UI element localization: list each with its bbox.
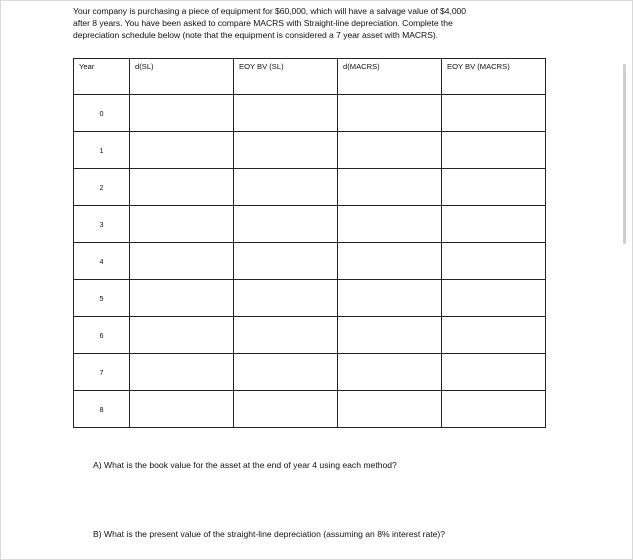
d-sl-cell[interactable] xyxy=(130,132,234,169)
header-eoy-bv-sl: EOY BV (SL) xyxy=(234,59,338,95)
table-row xyxy=(74,280,546,317)
eoy-bv-macrs-cell[interactable] xyxy=(442,95,546,132)
d-macrs-cell[interactable] xyxy=(338,354,442,391)
year-cell: 7 xyxy=(74,354,130,391)
year-cell: 4 xyxy=(74,243,130,280)
depreciation-schedule-table xyxy=(73,58,546,428)
eoy-bv-sl-cell[interactable] xyxy=(234,280,338,317)
header-eoy-bv-macrs: EOY BV (MACRS) xyxy=(442,59,546,95)
d-macrs-cell[interactable] xyxy=(338,243,442,280)
d-macrs-cell[interactable] xyxy=(338,206,442,243)
eoy-bv-sl-cell[interactable] xyxy=(234,354,338,391)
eoy-bv-macrs-cell[interactable] xyxy=(442,280,546,317)
problem-line-3: depreciation schedule below (note that the equipment is considered a 7 year asset with MACRS). xyxy=(73,30,439,41)
d-sl-cell[interactable] xyxy=(130,169,234,206)
d-sl-cell[interactable] xyxy=(130,95,234,132)
d-macrs-cell[interactable] xyxy=(338,95,442,132)
problem-line-1: Your company is purchasing a piece of equipment for $60,000, which will have a salvage value of $4,000 xyxy=(73,6,467,16)
header-year: Year xyxy=(74,59,130,95)
header-d-sl: d(SL) xyxy=(130,59,234,95)
year-cell: 2 xyxy=(74,169,130,206)
table-row xyxy=(74,132,546,169)
eoy-bv-macrs-cell[interactable] xyxy=(442,132,546,169)
d-macrs-cell[interactable] xyxy=(338,391,442,428)
header-d-macrs: d(MACRS) xyxy=(338,59,442,95)
eoy-bv-sl-cell[interactable] xyxy=(234,243,338,280)
year-cell: 6 xyxy=(74,317,130,354)
table-row xyxy=(74,354,546,391)
d-sl-cell[interactable] xyxy=(130,354,234,391)
eoy-bv-macrs-cell[interactable] xyxy=(442,206,546,243)
eoy-bv-macrs-cell[interactable] xyxy=(442,391,546,428)
table-row xyxy=(74,243,546,280)
d-macrs-cell[interactable] xyxy=(338,280,442,317)
question-a: A) What is the book value for the asset at the end of year 4 using each method? xyxy=(93,460,397,470)
year-cell: 1 xyxy=(74,132,130,169)
table-header-row xyxy=(74,59,546,95)
year-cell: 5 xyxy=(74,280,130,317)
eoy-bv-sl-cell[interactable] xyxy=(234,206,338,243)
d-macrs-cell[interactable] xyxy=(338,317,442,354)
eoy-bv-macrs-cell[interactable] xyxy=(442,317,546,354)
d-sl-cell[interactable] xyxy=(130,243,234,280)
d-macrs-cell[interactable] xyxy=(338,169,442,206)
table-row xyxy=(74,95,546,132)
eoy-bv-sl-cell[interactable] xyxy=(234,169,338,206)
d-sl-cell[interactable] xyxy=(130,280,234,317)
eoy-bv-macrs-cell[interactable] xyxy=(442,354,546,391)
eoy-bv-macrs-cell[interactable] xyxy=(442,169,546,206)
table-row xyxy=(74,169,546,206)
year-cell: 3 xyxy=(74,206,130,243)
vertical-scrollbar[interactable] xyxy=(623,64,626,244)
year-cell: 0 xyxy=(74,95,130,132)
d-macrs-cell[interactable] xyxy=(338,132,442,169)
eoy-bv-macrs-cell[interactable] xyxy=(442,243,546,280)
d-sl-cell[interactable] xyxy=(130,391,234,428)
table-row xyxy=(74,206,546,243)
problem-line-2: after 8 years. You have been asked to compare MACRS with Straight-line depreciation. Complete the xyxy=(73,18,453,29)
year-cell: 8 xyxy=(74,391,130,428)
eoy-bv-sl-cell[interactable] xyxy=(234,132,338,169)
question-b: B) What is the present value of the straight-line depreciation (assuming an 8% interest rate)? xyxy=(93,529,446,539)
problem-statement xyxy=(73,5,573,42)
table-row xyxy=(74,391,546,428)
d-sl-cell[interactable] xyxy=(130,206,234,243)
eoy-bv-sl-cell[interactable] xyxy=(234,391,338,428)
eoy-bv-sl-cell[interactable] xyxy=(234,95,338,132)
eoy-bv-sl-cell[interactable] xyxy=(234,317,338,354)
d-sl-cell[interactable] xyxy=(130,317,234,354)
table-row xyxy=(74,317,546,354)
